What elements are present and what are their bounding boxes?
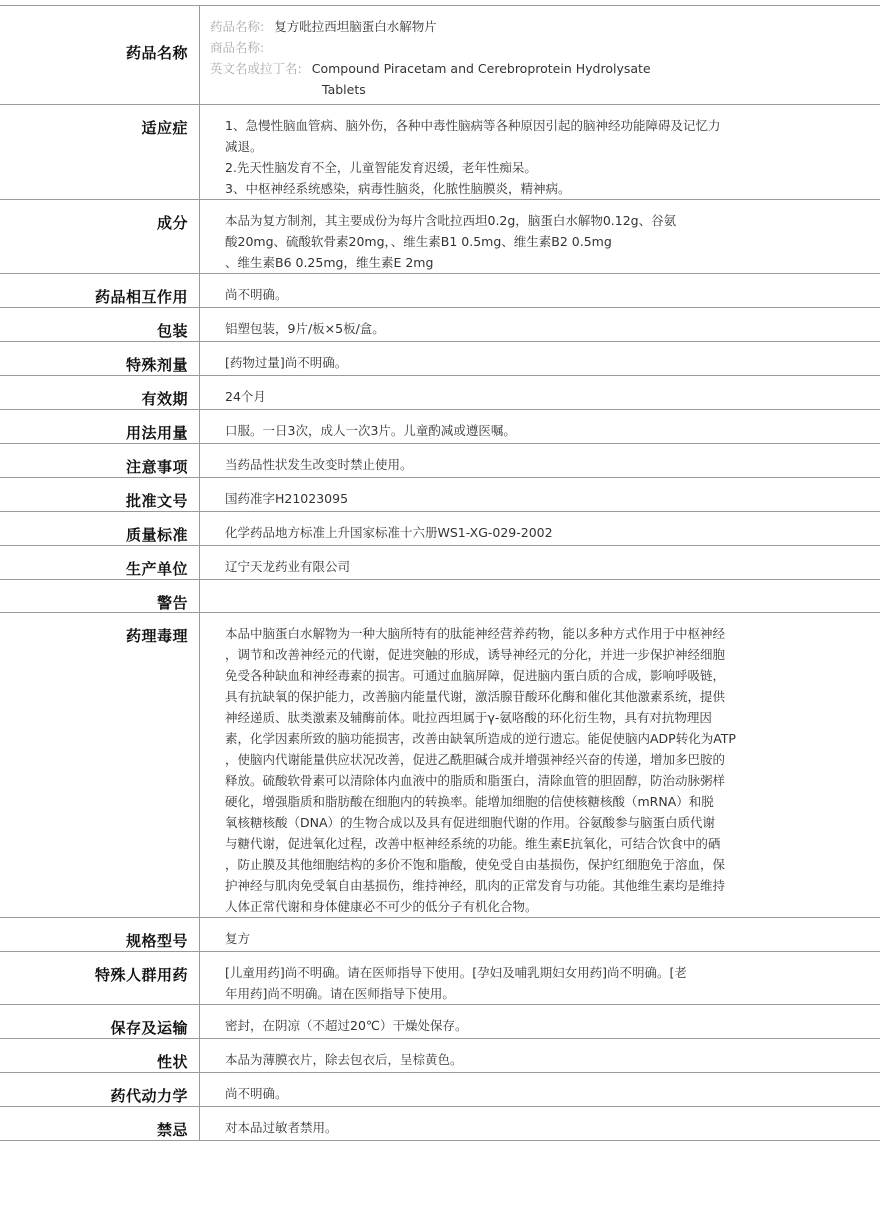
row-label: 成分 — [0, 200, 200, 273]
row-special-population — [0, 952, 880, 1005]
row-spec — [0, 918, 880, 952]
row-label: 生产单位 — [0, 546, 200, 579]
text-line: ，调节和改善神经元的代谢，促进突触的形成，诱导神经元的分化，并进一步保护神经细胞 — [225, 647, 726, 662]
row-label: 药品相互作用 — [0, 274, 200, 307]
text-line: 护神经与肌肉免受氧自由基损伤，维持神经，肌肉的正常发育与功能。其他维生素均是维持 — [225, 878, 726, 893]
text-line: 氧核糖核酸（DNA）的生物合成以及具有促进细胞代谢的作用。谷氨酸参与脑蛋白质代谢 — [225, 815, 716, 830]
text-line: 减退。 — [225, 139, 263, 154]
precautions-value: 当药品性状发生改变时禁止使用。 — [225, 457, 413, 472]
dosage-value: 口服。一日3次，成人一次3片。儿童酌减或遵医嘱。 — [225, 423, 516, 438]
row-label: 特殊人群用药 — [0, 952, 200, 1004]
text-line: 2.先天性脑发育不全，儿童智能发育迟缓，老年性痴呆。 — [225, 160, 537, 175]
text-line: ，防止膜及其他细胞结构的多价不饱和脂酸，使免受自由基损伤，保护红细胞免于溶血，保 — [225, 857, 726, 872]
validity-value: 24个月 — [225, 389, 266, 404]
row-pharmacokinetics — [0, 1073, 880, 1107]
row-label: 用法用量 — [0, 410, 200, 443]
row-packaging — [0, 308, 880, 342]
row-label: 保存及运输 — [0, 1005, 200, 1038]
pharmacokinetics-value: 尚不明确。 — [225, 1086, 288, 1101]
text-line: 年用药]尚不明确。请在医师指导下使用。 — [225, 986, 455, 1001]
text-line: ，使脑内代谢能量供应状况改善，促进乙酰胆碱合成并增强神经兴奋的传递，增加多巴胺的 — [225, 752, 726, 767]
packaging-value: 铝塑包装，9片/板×5板/盒。 — [225, 321, 385, 336]
spec-value: 复方 — [225, 931, 251, 946]
special-dose-value: [药物过量]尚不明确。 — [225, 355, 348, 370]
storage-value: 密封，在阴凉（不超过20℃）干燥处保存。 — [225, 1018, 468, 1033]
row-indications — [0, 105, 880, 200]
row-label: 药品名称 — [0, 6, 200, 104]
manufacturer-value: 辽宁天龙药业有限公司 — [225, 559, 351, 574]
text-line: 素，化学因素所致的脑功能损害，改善由缺氧所造成的逆行遗忘。能促使脑内ADP转化为ATP — [225, 731, 736, 746]
row-precautions — [0, 444, 880, 478]
generic-name-key: 药品名称: — [210, 19, 265, 34]
standard-value: 化学药品地方标准上升国家标准十六册WS1-XG-029-2002 — [225, 525, 553, 540]
english-name-key: 英文名或拉丁名: — [210, 61, 302, 76]
text-line: 、维生素B6 0.25mg，维生素E 2mg — [225, 255, 434, 270]
drug-name-block — [200, 6, 880, 104]
english-name-value-cont: Tablets — [322, 82, 366, 97]
text-line: 硬化，增强脂质和脂肪酸在细胞内的转换率。能增加细胞的信使核糖核酸（mRNA）和脱 — [225, 794, 714, 809]
row-ingredients — [0, 200, 880, 274]
row-appearance — [0, 1039, 880, 1073]
warning-value — [200, 580, 880, 612]
row-drug-name — [0, 6, 880, 105]
text-line: 酸20mg、硫酸软骨素20mg，、维生素B1 0.5mg、维生素B2 0.5mg — [225, 234, 612, 249]
row-contraindications — [0, 1107, 880, 1141]
row-manufacturer — [0, 546, 880, 580]
english-name-value: Compound Piracetam and Cerebroprotein Hydrolysate — [311, 61, 651, 76]
trade-name-key: 商品名称: — [210, 40, 265, 55]
row-label: 药代动力学 — [0, 1073, 200, 1106]
text-line: 释放。硫酸软骨素可以清除体内血液中的脂质和脂蛋白，清除血管的胆固醇，防治动脉粥样 — [225, 773, 726, 788]
text-line: 本品中脑蛋白水解物为一种大脑所特有的肽能神经营养药物，能以多种方式作用于中枢神经 — [225, 626, 726, 641]
row-standard — [0, 512, 880, 546]
row-interactions — [0, 274, 880, 308]
row-label: 适应症 — [0, 105, 200, 199]
row-validity — [0, 376, 880, 410]
row-label: 特殊剂量 — [0, 342, 200, 375]
approval-value: 国药准字H21023095 — [225, 491, 349, 506]
text-line: 神经递质、肽类激素及辅酶前体。吡拉西坦属于γ-氨咯酸的环化衍生物，具有对抗物理因 — [225, 710, 712, 725]
text-line: 与糖代谢，促进氧化过程，改善中枢神经系统的功能。维生素E抗氧化，可结合饮食中的硒 — [225, 836, 721, 851]
generic-name-value: 复方吡拉西坦脑蛋白水解物片 — [274, 19, 437, 34]
row-label: 禁忌 — [0, 1107, 200, 1140]
row-label: 警告 — [0, 580, 200, 612]
row-label: 药理毒理 — [0, 613, 200, 917]
text-line: 3、中枢神经系统感染，病毒性脑炎，化脓性脑膜炎，精神病。 — [225, 181, 571, 196]
row-label: 批准文号 — [0, 478, 200, 511]
ingredients-value — [200, 200, 880, 273]
row-special-dose — [0, 342, 880, 376]
drug-info-table — [0, 5, 880, 1141]
row-label: 性状 — [0, 1039, 200, 1072]
contraindications-value: 对本品过敏者禁用。 — [225, 1120, 338, 1135]
row-label: 质量标准 — [0, 512, 200, 545]
appearance-value: 本品为薄膜衣片，除去包衣后，呈棕黄色。 — [225, 1052, 463, 1067]
text-line: 免受各种缺血和神经毒素的损害。可通过血脑屏障，促进脑内蛋白质的合成，影响呼吸链， — [225, 668, 726, 683]
row-storage — [0, 1005, 880, 1039]
text-line: 具有抗缺氧的保护能力，改善脑内能量代谢，激活腺苷酸环化酶和催化其他激素系统，提供 — [225, 689, 726, 704]
row-label: 包装 — [0, 308, 200, 341]
text-line: 本品为复方制剂，其主要成份为每片含吡拉西坦0.2g，脑蛋白水解物0.12g、谷氨 — [225, 213, 677, 228]
text-line: 1、急慢性脑血管病、脑外伤，各种中毒性脑病等各种原因引起的脑神经功能障碍及记忆力 — [225, 118, 721, 133]
row-warning — [0, 580, 880, 613]
row-label: 规格型号 — [0, 918, 200, 951]
text-line: [儿童用药]尚不明确。请在医师指导下使用。[孕妇及哺乳期妇女用药]尚不明确。[老 — [225, 965, 687, 980]
row-dosage — [0, 410, 880, 444]
row-label: 注意事项 — [0, 444, 200, 477]
text-line: 人体正常代谢和身体健康必不可少的低分子有机化合物。 — [225, 899, 538, 914]
row-pharmacology — [0, 613, 880, 918]
pharmacology-value — [200, 613, 880, 917]
row-label: 有效期 — [0, 376, 200, 409]
indications-value — [200, 105, 880, 199]
interactions-value: 尚不明确。 — [225, 287, 288, 302]
row-approval — [0, 478, 880, 512]
special-population-value — [200, 952, 880, 1004]
